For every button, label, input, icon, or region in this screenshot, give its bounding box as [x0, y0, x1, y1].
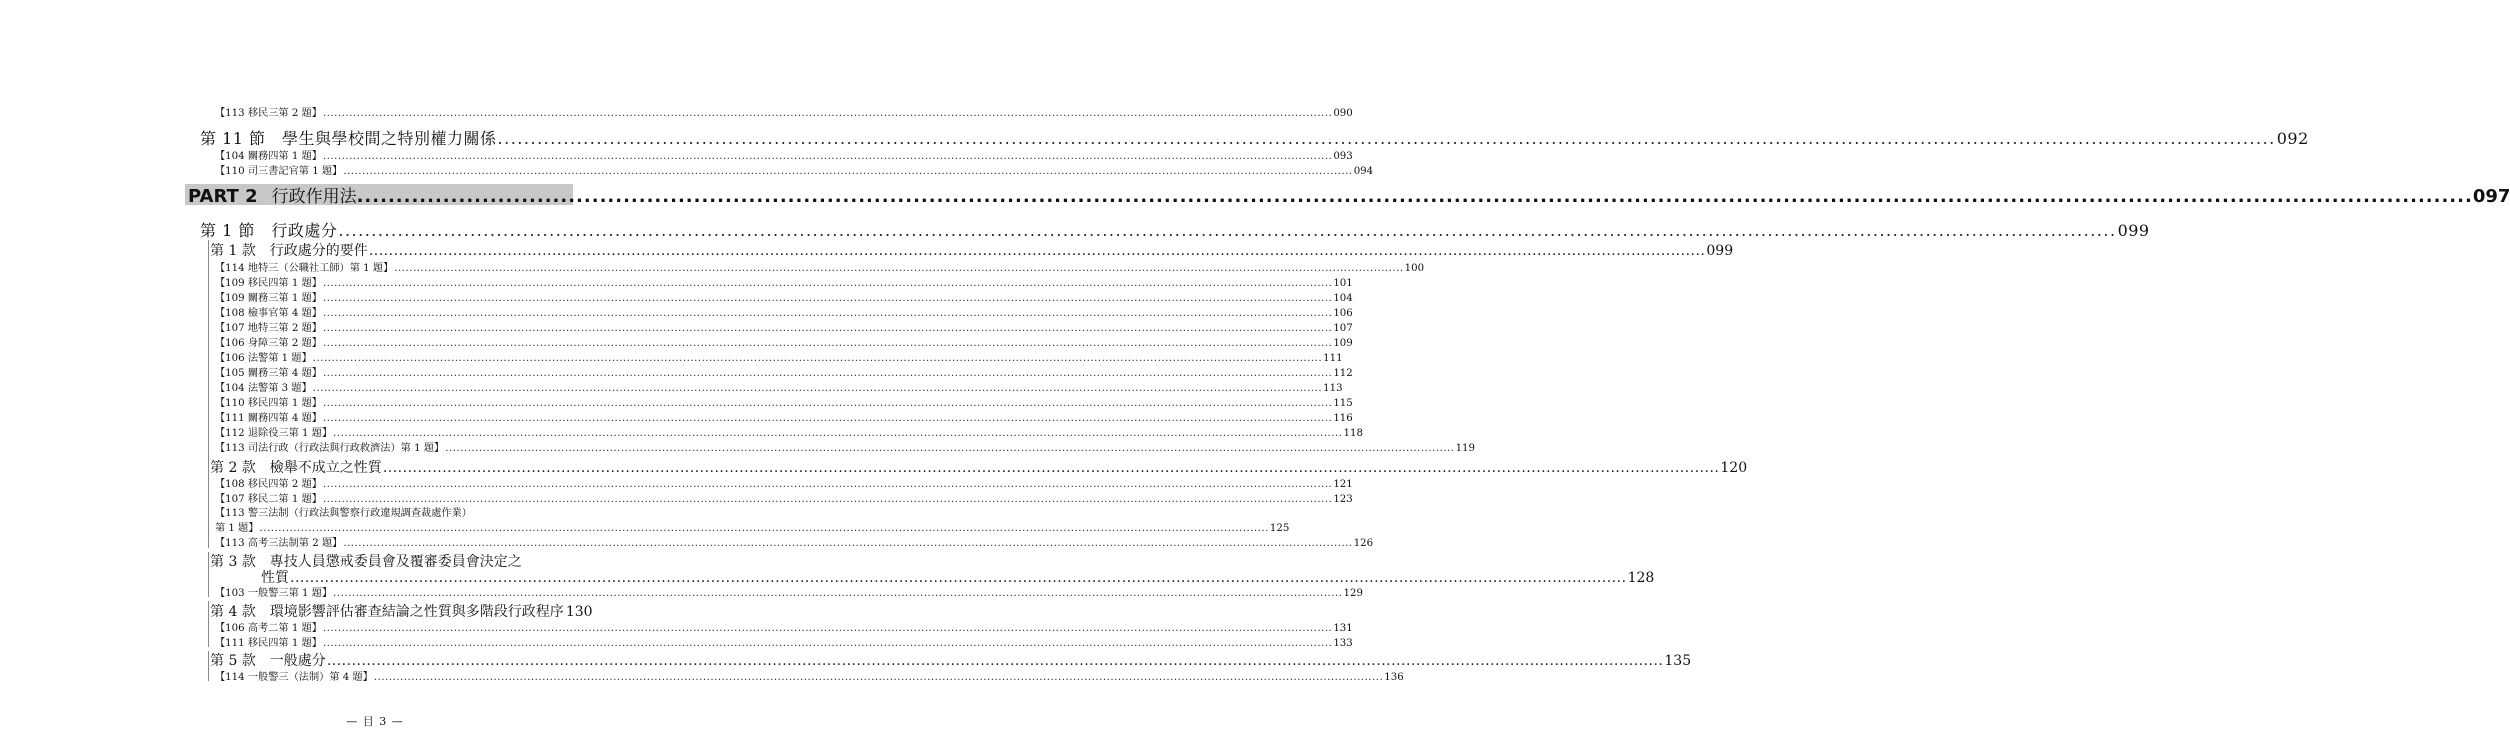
entry-page: 093	[1333, 151, 1353, 162]
entry-page: 136	[1384, 672, 1404, 683]
toc-entry[interactable]	[215, 534, 1374, 549]
entry-page: 111	[1323, 353, 1343, 364]
subsection-title: 第 4 款 環境影響評估審查結論之性質與多階段行政程序	[210, 604, 564, 620]
toc-entry[interactable]	[215, 349, 1343, 364]
entry-page: 129	[1343, 588, 1363, 599]
dot-leader: ..............................................................................................................................................................................................................................................................................	[322, 338, 1333, 349]
dot-leader: ..............................................................................................................................................................................................................................................................................	[322, 623, 1333, 634]
toc-entry[interactable]	[215, 304, 1353, 319]
entry-title: 【108 移民四第 2 題】	[215, 479, 322, 490]
toc-subsection[interactable]	[210, 601, 593, 621]
entry-page: 125	[1269, 523, 1290, 534]
toc-entry[interactable]	[215, 147, 1353, 162]
entry-title: 【107 移民二第 1 題】	[215, 494, 322, 505]
dot-leader: ..............................................................................................................................................................................................................................................................................	[322, 308, 1333, 319]
toc-section[interactable]	[200, 218, 2150, 241]
toc-entry[interactable]	[215, 409, 1353, 424]
toc-entry[interactable]	[215, 475, 1353, 490]
subsection-title-first-line: 第 3 款 專技人員懲戒委員會及覆審委員會決定之	[210, 554, 522, 570]
toc-entry[interactable]	[215, 519, 1290, 534]
toc-entry[interactable]	[215, 334, 1353, 349]
dot-leader: ..............................................................................................................................................................................................................................................................................	[497, 129, 2276, 148]
entry-title: 【109 移民四第 1 題】	[215, 278, 322, 289]
dot-leader: ..............................................................................................................................................................................................................................................................................	[259, 523, 1269, 534]
indent-rule	[208, 651, 209, 681]
entry-page: 104	[1333, 293, 1353, 304]
dot-leader: ..............................................................................................................................................................................................................................................................................	[312, 383, 1323, 394]
entry-page: 106	[1333, 308, 1353, 319]
entry-title: 【109 關務三第 1 題】	[215, 293, 322, 304]
indent-rule	[208, 240, 209, 458]
subsection-page: 128	[1627, 570, 1655, 586]
dot-leader: ..............................................................................................................................................................................................................................................................................	[322, 323, 1333, 334]
dot-leader: ..............................................................................................................................................................................................................................................................................	[368, 243, 1706, 259]
dot-leader: ..............................................................................................................................................................................................................................................................................	[290, 570, 1627, 586]
dot-leader: ..............................................................................................................................................................................................................................................................................	[356, 186, 2473, 207]
entry-title-first-line: 【113 警三法制（行政法與警察行政違規調查裁處作業）	[215, 508, 472, 519]
toc-entry[interactable]	[215, 439, 1476, 454]
entry-title: 【114 地特三（公職社工師）第 1 題】	[215, 263, 394, 274]
toc-subsection[interactable]	[210, 650, 1692, 670]
subsection-page: 135	[1664, 653, 1692, 669]
dot-leader: ..............................................................................................................................................................................................................................................................................	[312, 353, 1323, 364]
entry-page: 121	[1333, 479, 1353, 490]
part-page: 097	[2472, 186, 2510, 207]
indent-rule	[208, 601, 209, 647]
indent-rule	[208, 552, 209, 597]
entry-page: 094	[1353, 166, 1374, 177]
dot-leader: ..............................................................................................................................................................................................................................................................................	[322, 638, 1333, 649]
toc-entry[interactable]	[215, 162, 1374, 177]
entry-page: 107	[1333, 323, 1353, 334]
entry-title: 【104 法警第 3 題】	[215, 383, 312, 394]
entry-title: 【113 司法行政（行政法與行政救濟法）第 1 題】	[215, 443, 445, 454]
toc-entry[interactable]	[215, 379, 1343, 394]
subsection-title: 第 1 款 行政處分的要件	[210, 243, 368, 259]
entry-page: 109	[1333, 338, 1353, 349]
subsection-page: 130	[565, 604, 593, 620]
entry-title: 【108 檢事官第 4 題】	[215, 308, 322, 319]
entry-page: 119	[1455, 443, 1476, 454]
toc-entry[interactable]	[215, 490, 1353, 505]
entry-title: 【106 高考二第 1 題】	[215, 623, 322, 634]
dot-leader: ..............................................................................................................................................................................................................................................................................	[322, 151, 1333, 162]
entry-page: 133	[1333, 638, 1353, 649]
subsection-page: 120	[1720, 460, 1748, 476]
subsection-title: 第 2 款 檢舉不成立之性質	[210, 460, 382, 476]
dot-leader: ..............................................................................................................................................................................................................................................................................	[333, 428, 1343, 439]
entry-page: 126	[1353, 538, 1374, 549]
toc-entry[interactable]	[215, 319, 1353, 334]
dot-leader: ..............................................................................................................................................................................................................................................................................	[343, 166, 1353, 177]
toc-section[interactable]	[200, 126, 2309, 149]
entry-title: 【113 高考三法制第 2 題】	[215, 538, 343, 549]
dot-leader: ..............................................................................................................................................................................................................................................................................	[322, 108, 1333, 119]
toc-entry[interactable]	[215, 584, 1363, 599]
entry-title: 【105 關務三第 4 題】	[215, 368, 322, 379]
entry-title: 【106 身障三第 2 題】	[215, 338, 322, 349]
entry-page: 090	[1333, 108, 1353, 119]
dot-leader: ..............................................................................................................................................................................................................................................................................	[326, 653, 1664, 669]
entry-title: 第 1 題】	[215, 523, 259, 534]
entry-page: 131	[1333, 623, 1353, 634]
entry-page: 118	[1343, 428, 1363, 439]
dot-leader: ..............................................................................................................................................................................................................................................................................	[394, 263, 1404, 274]
toc-entry[interactable]	[215, 274, 1353, 289]
section-page: 099	[2117, 221, 2150, 240]
entry-title: 【106 法警第 1 題】	[215, 353, 312, 364]
indent-rule	[208, 458, 209, 548]
entry-title: 【112 退除役三第 1 題】	[215, 428, 333, 439]
dot-leader: ..............................................................................................................................................................................................................................................................................	[382, 460, 1720, 476]
toc-entry[interactable]	[215, 634, 1353, 649]
page-number-footer: — 目 3 —	[346, 715, 404, 728]
entry-page: 113	[1323, 383, 1343, 394]
dot-leader: ..............................................................................................................................................................................................................................................................................	[322, 479, 1333, 490]
entry-page: 115	[1333, 398, 1353, 409]
dot-leader: ..............................................................................................................................................................................................................................................................................	[322, 278, 1333, 289]
subsection-page: 099	[1706, 243, 1734, 259]
subsection-title: 性質	[261, 570, 289, 586]
entry-title: 【111 關務四第 4 題】	[215, 413, 322, 424]
dot-leader: ..............................................................................................................................................................................................................................................................................	[333, 588, 1343, 599]
toc-entry[interactable]	[215, 104, 1353, 119]
dot-leader: ..............................................................................................................................................................................................................................................................................	[322, 398, 1333, 409]
part-heading[interactable]	[188, 182, 2510, 207]
entry-title: 【113 移民三第 2 題】	[215, 108, 322, 119]
toc-subsection[interactable]	[210, 457, 1748, 477]
dot-leader: ..............................................................................................................................................................................................................................................................................	[445, 443, 1455, 454]
dot-leader: ..............................................................................................................................................................................................................................................................................	[322, 368, 1333, 379]
entry-page: 101	[1333, 278, 1353, 289]
part-label: PART 2	[188, 186, 258, 207]
dot-leader: ..............................................................................................................................................................................................................................................................................	[322, 413, 1333, 424]
subsection-title: 第 5 款 一般處分	[210, 653, 326, 669]
toc-entry[interactable]	[215, 394, 1353, 409]
section-title: 第 11 節 學生與學校間之特別權力關係	[200, 129, 497, 148]
entry-title: 【111 移民四第 1 題】	[215, 638, 322, 649]
entry-title: 【107 地特三第 2 題】	[215, 323, 322, 334]
entry-page: 116	[1333, 413, 1353, 424]
section-title: 第 1 節 行政處分	[200, 221, 338, 240]
toc-entry[interactable]	[215, 364, 1353, 379]
toc-entry[interactable]	[215, 259, 1425, 274]
dot-leader: ..............................................................................................................................................................................................................................................................................	[338, 221, 2117, 240]
dot-leader: ..............................................................................................................................................................................................................................................................................	[343, 538, 1353, 549]
toc-entry[interactable]	[215, 289, 1353, 304]
entry-title: 【114 一般警三（法制）第 4 題】	[215, 672, 373, 683]
entry-title: 【103 一般警三第 1 題】	[215, 588, 333, 599]
entry-title: 【110 移民四第 1 題】	[215, 398, 322, 409]
dot-leader: ..............................................................................................................................................................................................................................................................................	[322, 293, 1333, 304]
toc-subsection[interactable]	[210, 240, 1734, 260]
toc-entry[interactable]	[215, 619, 1353, 634]
toc-entry[interactable]	[215, 668, 1404, 683]
part-title: 行政作用法	[271, 187, 357, 207]
entry-page: 112	[1333, 368, 1353, 379]
entry-title: 【110 司三書記官第 1 題】	[215, 166, 343, 177]
dot-leader: ..............................................................................................................................................................................................................................................................................	[373, 672, 1384, 683]
entry-page: 123	[1333, 494, 1353, 505]
entry-title: 【104 關務四第 1 題】	[215, 151, 322, 162]
toc-entry[interactable]	[215, 424, 1363, 439]
entry-page: 100	[1404, 263, 1425, 274]
section-page: 092	[2276, 129, 2309, 148]
dot-leader: ..............................................................................................................................................................................................................................................................................	[322, 494, 1333, 505]
